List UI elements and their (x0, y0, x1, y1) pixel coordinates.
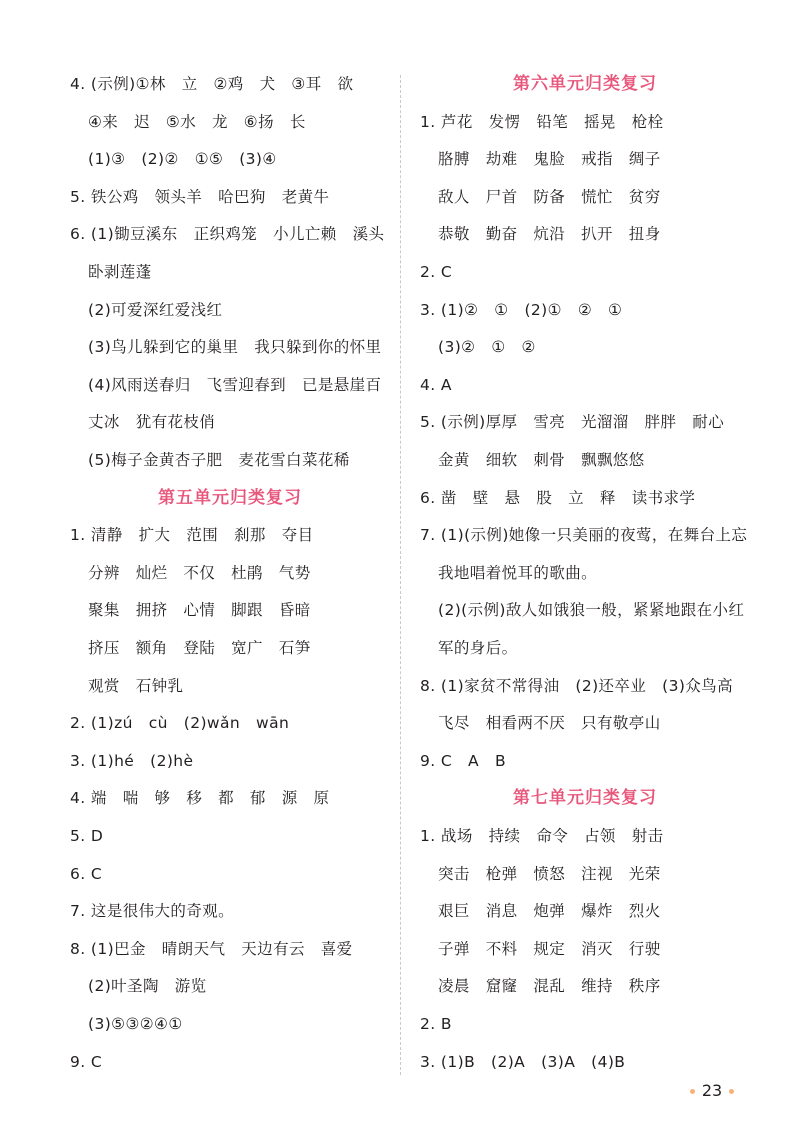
answer-line: 子弹 不料 规定 消灭 行驶 (438, 939, 661, 958)
answer-line: 3. (1)hé (2)hè (70, 751, 194, 770)
answer-line: 卧剥莲蓬 (88, 263, 152, 281)
answer-line: 1. 芦花 发愣 铅笔 摇晃 枪栓 (420, 112, 664, 131)
answer-line: 丈冰 犹有花枝俏 (88, 413, 216, 432)
answer-line: 7. 这是很伟大的奇观。 (70, 902, 235, 921)
answer-line: 恭敬 勤奋 炕沿 扒开 扭身 (438, 225, 661, 244)
answer-line: (4)风雨送春归 飞雪迎春到 已是悬崖百 (88, 375, 382, 394)
answer-line: 飞尽 相看两不厌 只有敬亭山 (438, 714, 661, 733)
right-column (420, 0, 750, 1131)
answer-line: (3)② ① ② (438, 338, 536, 357)
answer-line: 6. 凿 壁 悬 股 立 释 读书求学 (420, 488, 696, 507)
answer-line: 7. (1)(示例)她像一只美丽的夜莺，在舞台上忘 (420, 526, 748, 545)
answer-line: 2. (1)zú cù (2)wǎn wān (70, 714, 290, 733)
answer-line: 6. C (70, 864, 103, 883)
answer-line: 5. (示例)厚厚 雪亮 光溜溜 胖胖 耐心 (420, 413, 725, 432)
answer-line: 2. B (420, 1015, 452, 1033)
answer-line: 金黄 细软 刺骨 飘飘悠悠 (438, 451, 645, 469)
answer-line: 4. (示例)①林 立 ②鸡 犬 ③耳 欲 (70, 75, 354, 93)
answer-line: (3)⑤③②④① (88, 1015, 183, 1033)
answer-line: 5. D (70, 827, 104, 845)
page-number-dot-left (690, 1089, 695, 1094)
left-column (70, 0, 390, 1131)
answer-line: (2)(示例)敌人如饿狼一般，紧紧地跟在小红 (438, 601, 745, 620)
answer-line: 4. 端 喘 够 移 都 郁 源 原 (70, 789, 330, 808)
answer-line: 聚集 拥挤 心情 脚跟 昏暗 (88, 601, 311, 620)
answer-line: (1)③ (2)② ①⑤ (3)④ (88, 150, 277, 169)
page-number-dot-right (729, 1089, 734, 1094)
answer-line: 6. (1)锄豆溪东 正织鸡笼 小儿亡赖 溪头 (70, 225, 385, 244)
column-divider (400, 75, 401, 1075)
answer-line: (2)叶圣陶 游览 (88, 977, 207, 996)
answer-line: 3. (1)B (2)A (3)A (4)B (420, 1052, 626, 1071)
section-heading: 第五单元归类复习 (158, 487, 302, 508)
answer-line: 1. 战场 持续 命令 占领 射击 (420, 827, 664, 845)
answer-line: 9. C A B (420, 751, 506, 770)
answer-line: ④来 迟 ⑤水 龙 ⑥扬 长 (88, 112, 306, 131)
section-heading: 第六单元归类复习 (513, 74, 657, 94)
answer-line: 5. 铁公鸡 领头羊 哈巴狗 老黄牛 (70, 187, 330, 206)
answer-line: 3. (1)② ① (2)① ② ① (420, 300, 623, 319)
answer-line: 2. C (420, 263, 453, 281)
answer-line: 胳膊 劫难 鬼脸 戒指 绸子 (438, 150, 661, 169)
page-number-text: 23 (701, 1081, 723, 1100)
answer-line: 1. 清静 扩大 范围 刹那 夺目 (70, 526, 314, 545)
answer-line: 我地唱着悦耳的歌曲。 (438, 563, 598, 582)
answer-line: (3)鸟儿躲到它的巢里 我只躲到你的怀里 (88, 338, 382, 357)
answer-line: 艰巨 消息 炮弹 爆炸 烈火 (438, 902, 661, 921)
answer-line: 8. (1)巴金 晴朗天气 天边有云 喜爱 (70, 939, 353, 958)
answer-line: 8. (1)家贫不常得油 (2)还卒业 (3)众鸟高 (420, 676, 733, 695)
answer-line: 9. C (70, 1052, 103, 1071)
answer-line: (2)可爱深红爱浅红 (88, 300, 223, 319)
section-heading: 第七单元归类复习 (513, 788, 657, 809)
answer-line: 敌人 尸首 防备 慌忙 贫穷 (438, 187, 661, 206)
answer-line: (5)梅子金黄杏子肥 麦花雪白菜花稀 (88, 451, 350, 469)
answer-line: 4. A (420, 375, 452, 394)
answer-line: 挤压 额角 登陆 宽广 石笋 (88, 639, 311, 657)
answer-line: 观赏 石钟乳 (88, 676, 184, 695)
answer-line: 凌晨 窟窿 混乱 维持 秩序 (438, 977, 661, 996)
answer-line: 军的身后。 (438, 639, 518, 657)
page-number (682, 1080, 742, 1102)
answer-line: 突击 枪弹 愤怒 注视 光荣 (438, 864, 661, 883)
answer-line: 分辨 灿烂 不仅 杜鹃 气势 (88, 563, 311, 582)
